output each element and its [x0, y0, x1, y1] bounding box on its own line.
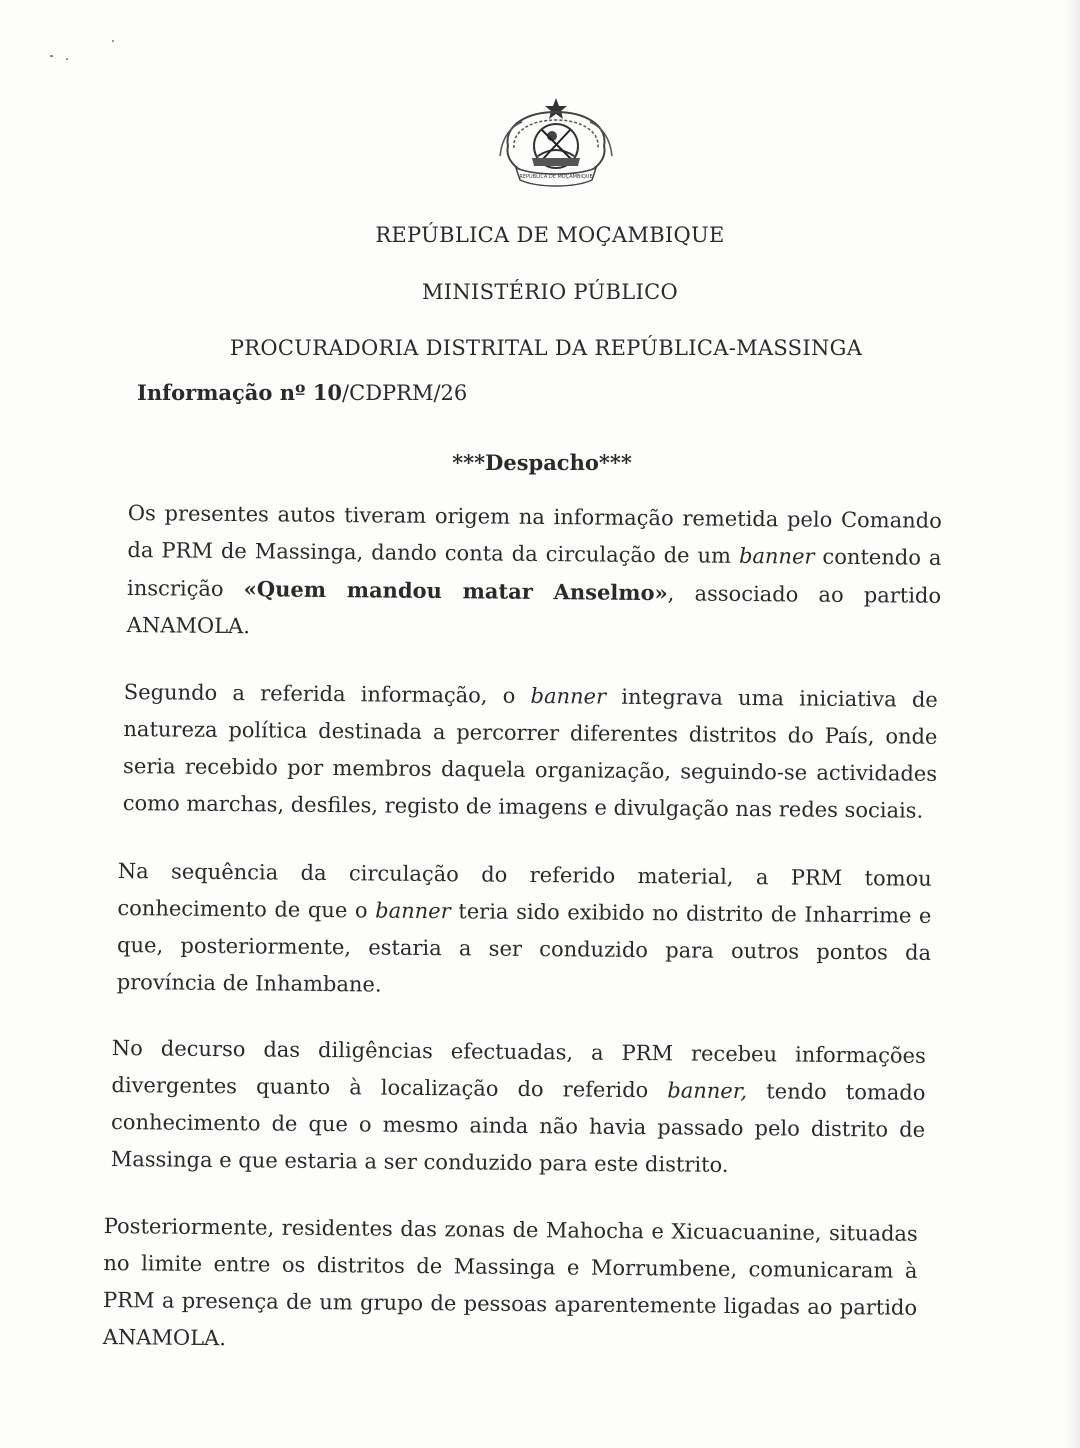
- paragraph-2: [123, 674, 938, 830]
- page-edge-shadow: [1066, 0, 1080, 1448]
- italic-term: banner: [530, 683, 607, 709]
- text-run: Posteriormente, residentes das zonas de Mahocha e Xicuacuanine, situadas no limite entre os distritos de Massinga e Morrumbene, comunicaram à PRM a presença de um grupo de pessoas aparentemente ligadas ao partido ANAMOLA.: [102, 1213, 918, 1351]
- mozambique-coat-of-arms-icon: [486, 96, 626, 196]
- info-number-code: /CDPRM/26: [342, 381, 468, 405]
- scan-speck: [66, 58, 68, 60]
- paragraph-4: [111, 1030, 926, 1186]
- text-run: teria sido exibido no distrito de Inharrime e que, posteriormente, estaria a ser conduzido para outros pontos da província de Inhambane.: [116, 899, 932, 997]
- text-run: contendo a inscrição: [126, 544, 942, 602]
- text-run: integrava uma iniciativa de natureza política destinada a percorrer diferentes distritos do País, onde seria recebido por membros daquela organização, seguindo-se actividades como marchas, desfiles, registo de imagens e divulgação nas redes sociais.: [122, 684, 938, 823]
- italic-term: banner,: [667, 1078, 748, 1104]
- scan-speck: [112, 40, 114, 42]
- header-republic: REPÚBLICA DE MOÇAMBIQUE: [375, 223, 725, 247]
- scan-speck: [50, 55, 53, 57]
- header-office: PROCURADORIA DISTRITAL DA REPÚBLICA-MASSINGA: [229, 336, 863, 360]
- text-run: , associado ao partido ANAMOLA.: [126, 581, 942, 639]
- info-number-label: Informação nº 10: [137, 380, 343, 405]
- section-title: ***Despacho***: [452, 450, 632, 475]
- italic-term: banner: [375, 898, 451, 924]
- text-run: No decurso das diligências efectuadas, a PRM recebeu informações divergentes quanto à localização do referido: [111, 1035, 926, 1103]
- svg-text:REPÚBLICA DE MOÇAMBIQUE: REPÚBLICA DE MOÇAMBIQUE: [519, 174, 593, 180]
- text-run: Segundo a referida informação, o: [123, 679, 531, 708]
- text-run: Os presentes autos tiveram origem na informação remetida pelo Comando da PRM de Massinga, dando conta da circulação de um: [127, 500, 942, 568]
- paragraph-3: [117, 853, 932, 1009]
- header-ministry: MINISTÉRIO PÚBLICO: [421, 280, 678, 304]
- info-number: [137, 380, 467, 405]
- text-run: Na sequência da circulação do referido material, a PRM tomou conhecimento de que o: [117, 858, 932, 923]
- paragraph-1: [127, 495, 942, 652]
- paragraph-5: [103, 1208, 918, 1364]
- italic-term: banner: [738, 543, 815, 569]
- text-run: tendo tomado conhecimento de que o mesmo ainda não havia passado pelo distrito de Massinga e que estaria a ser conduzido para este distrito.: [110, 1079, 926, 1177]
- bold-quote: «Quem mandou matar Anselmo»: [243, 576, 668, 606]
